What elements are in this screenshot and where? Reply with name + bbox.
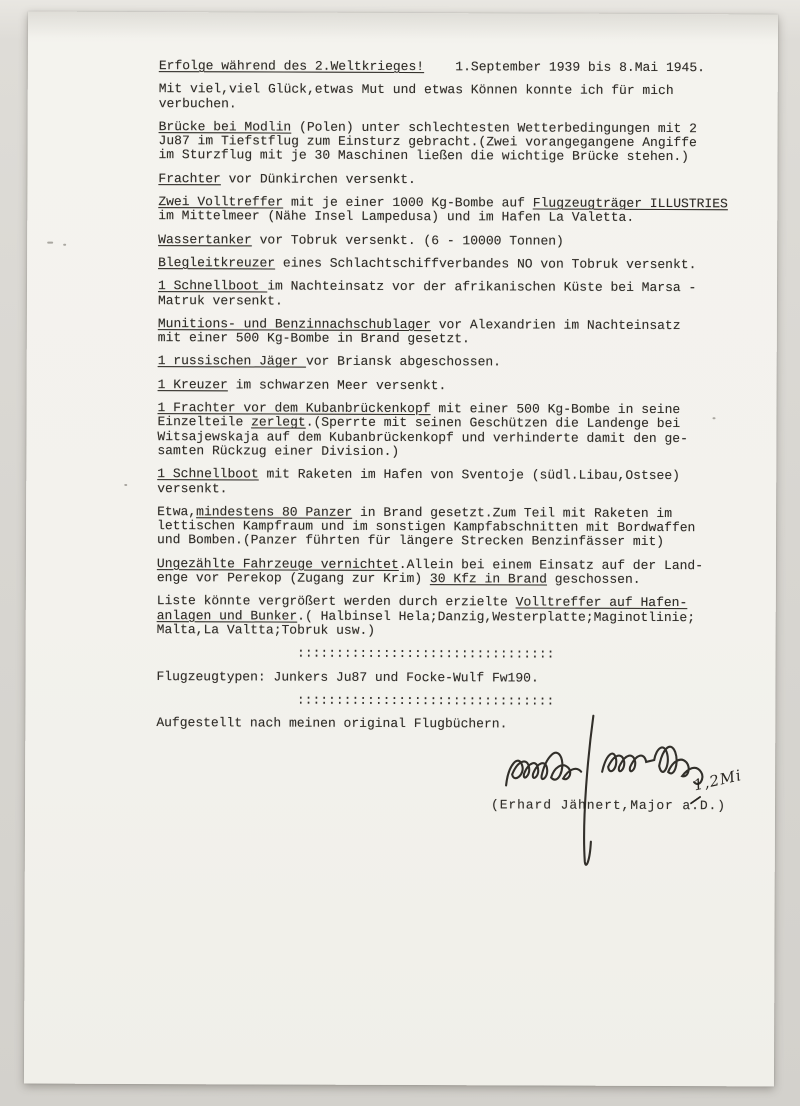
text-line — [157, 646, 742, 663]
text-segment: samten Rückzug einer Division.) — [157, 443, 400, 459]
text-segment: vor Briansk abgeschossen. — [305, 354, 502, 370]
text-segment — [156, 692, 296, 708]
paragraph — [158, 378, 743, 395]
text-segment: Malta,La Valtta;Tobruk usw.) — [156, 621, 376, 638]
underlined-text: Volltreffer auf Hafen- — [515, 594, 688, 611]
text-segment: mit Raketen im Hafen von Sventoje (südl.Libau,Ostsee) — [258, 466, 681, 484]
text-line — [157, 467, 742, 484]
text-segment: im Sturzflug mit je 30 Maschinen ließen die wichtige Brücke stehen.) — [158, 147, 690, 165]
text-segment: Aufgestellt nach meinen original Flugbüchern. — [156, 715, 508, 732]
text-segment: .(Sperrte mit seinen Geschützen die Landenge bei — [305, 414, 681, 432]
underlined-text: Munitions- und Benzinnachschublager — [157, 315, 431, 332]
text-segment — [157, 645, 297, 661]
text-line — [158, 256, 743, 273]
text-segment: mit je einer 1000 Kg-Bombe auf — [283, 194, 533, 211]
paragraph — [158, 233, 743, 250]
paragraph — [158, 279, 743, 310]
text-line — [159, 59, 744, 76]
handwritten-annotation: 1,2Mi — [691, 766, 744, 795]
text-segment: mit einer 500 Kg-Bombe in seine — [430, 401, 681, 418]
underlined-text: Blegleitkreuzer — [158, 255, 276, 271]
text-segment — [424, 59, 455, 74]
text-line — [159, 82, 744, 99]
text-segment: .( Halbinsel Hela;Danzig,Westerplatte;Maginotlinie; — [297, 608, 696, 625]
underlined-text: 1 russischen Jäger — [157, 353, 306, 370]
paragraph — [158, 317, 743, 348]
handwritten-signature — [478, 713, 729, 894]
paragraph — [156, 693, 741, 710]
text-line — [157, 444, 742, 461]
signature-strokes — [478, 713, 729, 894]
text-line — [158, 209, 743, 226]
scanned-page — [24, 12, 778, 1087]
text-segment: (Polen) unter schlechtesten Wetterbedingungen mit 2 — [291, 119, 697, 137]
text-line — [159, 97, 744, 114]
text-segment: 1.September 1939 bis 8.Mai 1945. — [455, 59, 705, 76]
underlined-text: Zwei Volltreffer — [158, 194, 284, 210]
text-line — [158, 149, 743, 166]
text-segment: Einzelteile — [157, 414, 252, 430]
text-segment: im Mittelmeer (Nähe Insel Lampedusa) und im Hafen La Valetta. — [158, 208, 635, 226]
text-line — [157, 623, 742, 640]
paragraph — [157, 557, 742, 588]
text-segment: ::::::::::::::::::::::::::::::::: — [297, 645, 555, 662]
underlined-text: Brücke bei Modlin — [158, 118, 292, 135]
underlined-text: 30 Kfz in Brand — [429, 571, 547, 587]
text-line — [158, 331, 743, 348]
scan-speck — [124, 484, 127, 486]
paragraph — [157, 467, 742, 498]
document-body — [156, 59, 744, 733]
underlined-text: 1 Frachter vor dem Kubanbrückenkopf — [157, 400, 431, 417]
paragraph — [157, 646, 742, 663]
scan-speck — [713, 417, 716, 419]
text-segment: eines Schlachtschiffverbandes NO von Tobruk versenkt. — [275, 255, 697, 273]
text-segment: versenkt. — [157, 480, 228, 496]
text-segment: mit einer 500 Kg-Bombe in Brand gesetzt. — [157, 330, 470, 347]
underlined-text: Flugzeugträger ILLUSTRIES — [532, 195, 728, 212]
text-segment: Flugzeugtypen: Junkers Ju87 und Focke-Wulf Fw190. — [156, 668, 539, 686]
paragraph — [158, 120, 743, 165]
text-line — [157, 571, 742, 588]
text-segment: Mit viel,viel Glück,etwas Mut und etwas Können konnte ich für mich — [158, 81, 674, 99]
text-segment: Ju87 im Tiefstflug zum Einsturz gebracht.(Zwei vorangegangene Angiffe — [158, 133, 697, 151]
text-segment: enge vor Perekop (Zugang zur Krim) — [156, 570, 430, 587]
paragraph — [158, 355, 743, 372]
text-line — [158, 378, 743, 395]
paragraph — [159, 59, 744, 76]
underlined-text: mindestens 80 Panzer — [196, 504, 353, 520]
text-segment: Witsajewskaja auf dem Kubanbrückenkopf und verhinderte damit den ge- — [157, 428, 688, 446]
underlined-text: 1 Schnellboot — [157, 466, 259, 482]
text-segment: Matruk versenkt. — [157, 292, 283, 309]
underlined-text: zerlegt — [251, 414, 306, 430]
text-segment: lettischen Kampfraum und im sonstigen Kampfabschnitten mit Bordwaffen — [157, 518, 696, 536]
paragraph — [156, 670, 741, 687]
paragraph — [159, 82, 744, 113]
underlined-text: Wassertanker — [158, 231, 252, 248]
paragraph — [157, 594, 742, 639]
typed-signature-name: (Erhard Jähnert,Major a.D.) — [490, 797, 726, 814]
text-segment: Etwa, — [157, 503, 197, 520]
text-line — [158, 294, 743, 311]
text-segment: .Allein bei einem Einsatz auf der Land- — [398, 556, 704, 573]
paragraph — [158, 195, 743, 226]
text-segment: vor Tobruk versenkt. (6 - 10000 Tonnen) — [251, 232, 564, 249]
text-segment: vor Alexandrien im Nachteinsatz — [430, 316, 681, 333]
scan-speck — [47, 242, 53, 244]
text-segment: ::::::::::::::::::::::::::::::::: — [296, 692, 555, 709]
text-line — [158, 233, 743, 250]
paragraph — [158, 256, 743, 273]
text-segment: vor Dünkirchen versenkt. — [220, 171, 416, 187]
text-line — [158, 172, 743, 189]
paragraph — [158, 172, 743, 189]
underlined-text: Erfolge während des 2.Weltkrieges! — [158, 58, 425, 75]
paragraph — [157, 505, 742, 550]
text-line — [158, 355, 743, 372]
underlined-text: Frachter — [158, 170, 221, 187]
text-line — [156, 693, 741, 710]
text-segment: in Brand gesetzt.Zum Teil mit Raketen im — [352, 504, 673, 521]
underlined-text: Ungezählte Fahrzeuge vernichtet — [156, 555, 399, 572]
paragraph — [157, 401, 742, 460]
text-line — [157, 482, 742, 499]
text-segment: und Bomben.(Panzer führten für längere Strecken Benzinfässer mit) — [157, 532, 665, 550]
text-line — [157, 533, 742, 550]
underlined-text: 1 Schnellboot — [157, 278, 268, 294]
underlined-text: 1 Kreuzer — [157, 376, 228, 393]
text-line — [156, 670, 741, 687]
scan-speck — [63, 244, 66, 246]
text-segment: Liste könnte vergrößert werden durch erzielte — [156, 593, 516, 610]
underlined-text: anlagen und Bunker — [156, 607, 298, 624]
text-segment: im schwarzen Meer versenkt. — [227, 377, 447, 393]
text-segment: im Nachteinsatz vor der afrikanischen Küste bei Marsa - — [267, 278, 697, 296]
text-segment: verbuchen. — [158, 95, 237, 111]
text-segment: geschossen. — [546, 571, 641, 587]
